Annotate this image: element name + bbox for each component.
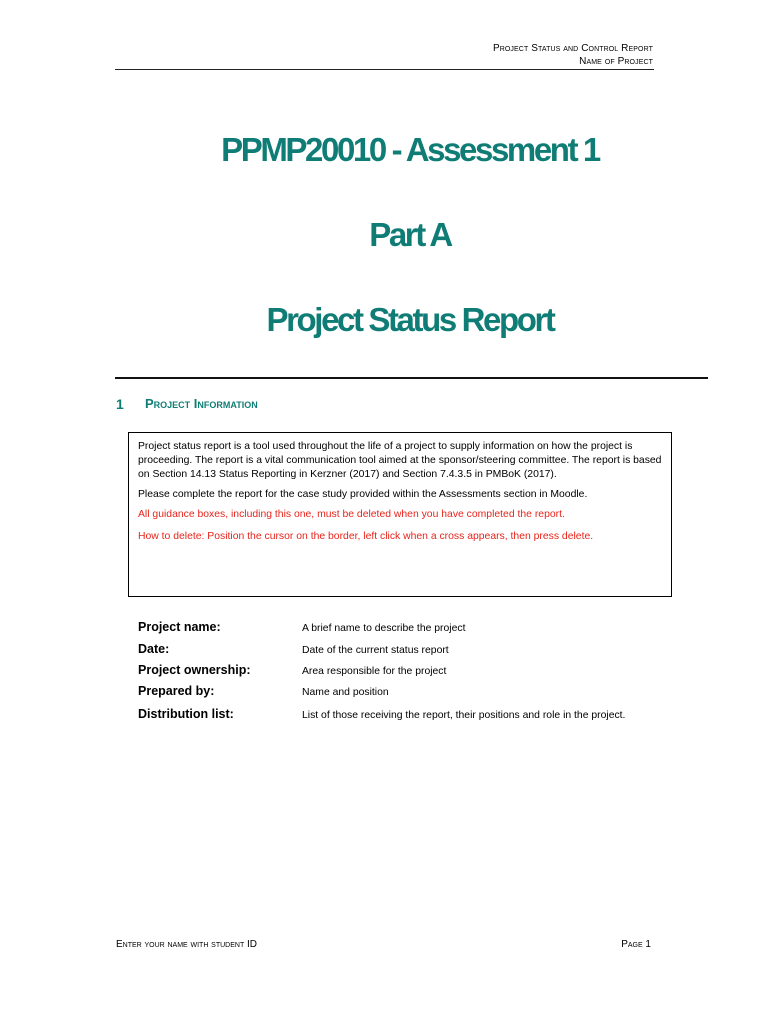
info-value[interactable]: Area responsible for the project [302, 666, 447, 677]
info-row-ownership [138, 662, 658, 683]
info-row-date [138, 641, 658, 662]
info-label: Prepared by: [138, 684, 215, 698]
section-divider [115, 377, 708, 379]
section-number: 1 [116, 396, 124, 412]
guidance-box[interactable] [128, 432, 672, 597]
info-label: Date: [138, 642, 170, 656]
info-label: Project ownership: [138, 663, 251, 677]
info-row-prepared-by [138, 683, 658, 706]
part-title: Part A [369, 216, 451, 253]
report-title: Project Status Report [266, 301, 554, 338]
info-value[interactable]: Name and position [302, 687, 389, 698]
guidance-paragraph: Project status report is a tool used throughout the life of a project to supply information on how the project is proceeding. The report is a vital communication tool aimed at the sponsor/steering committee. The report is based on Section 14.13 Status Reporting in Kerzner (2017) and Section 7.4.3.5 in PMBoK (2017). [138, 441, 662, 480]
header-divider [115, 69, 654, 70]
info-label: Project name: [138, 620, 221, 634]
header-report-title: Project Status and Control Report [492, 43, 653, 54]
info-row-project-name [138, 619, 658, 641]
guidance-delete-howto: How to delete: Position the cursor on the border, left click when a cross appears, then press delete. [138, 531, 594, 542]
footer-page-number: Page 1 [621, 939, 651, 950]
info-row-distribution [138, 706, 658, 723]
guidance-instruction: Please complete the report for the case study provided within the Assessments section in Moodle. [138, 489, 588, 500]
info-value[interactable]: List of those receiving the report, their positions and role in the project. [302, 710, 626, 721]
info-value[interactable]: A brief name to describe the project [302, 623, 466, 634]
info-value[interactable]: Date of the current status report [302, 645, 449, 656]
footer-student-id: Enter your name with student ID [116, 939, 258, 950]
project-info-table [138, 619, 658, 723]
header-project-name: Name of Project [579, 56, 653, 67]
guidance-delete-note: All guidance boxes, including this one, must be deleted when you have completed the report. [138, 509, 565, 520]
assessment-title: PPMP20010 - Assessment 1 [221, 131, 599, 168]
info-label: Distribution list: [138, 707, 234, 721]
section-heading: Project Information [145, 396, 258, 411]
